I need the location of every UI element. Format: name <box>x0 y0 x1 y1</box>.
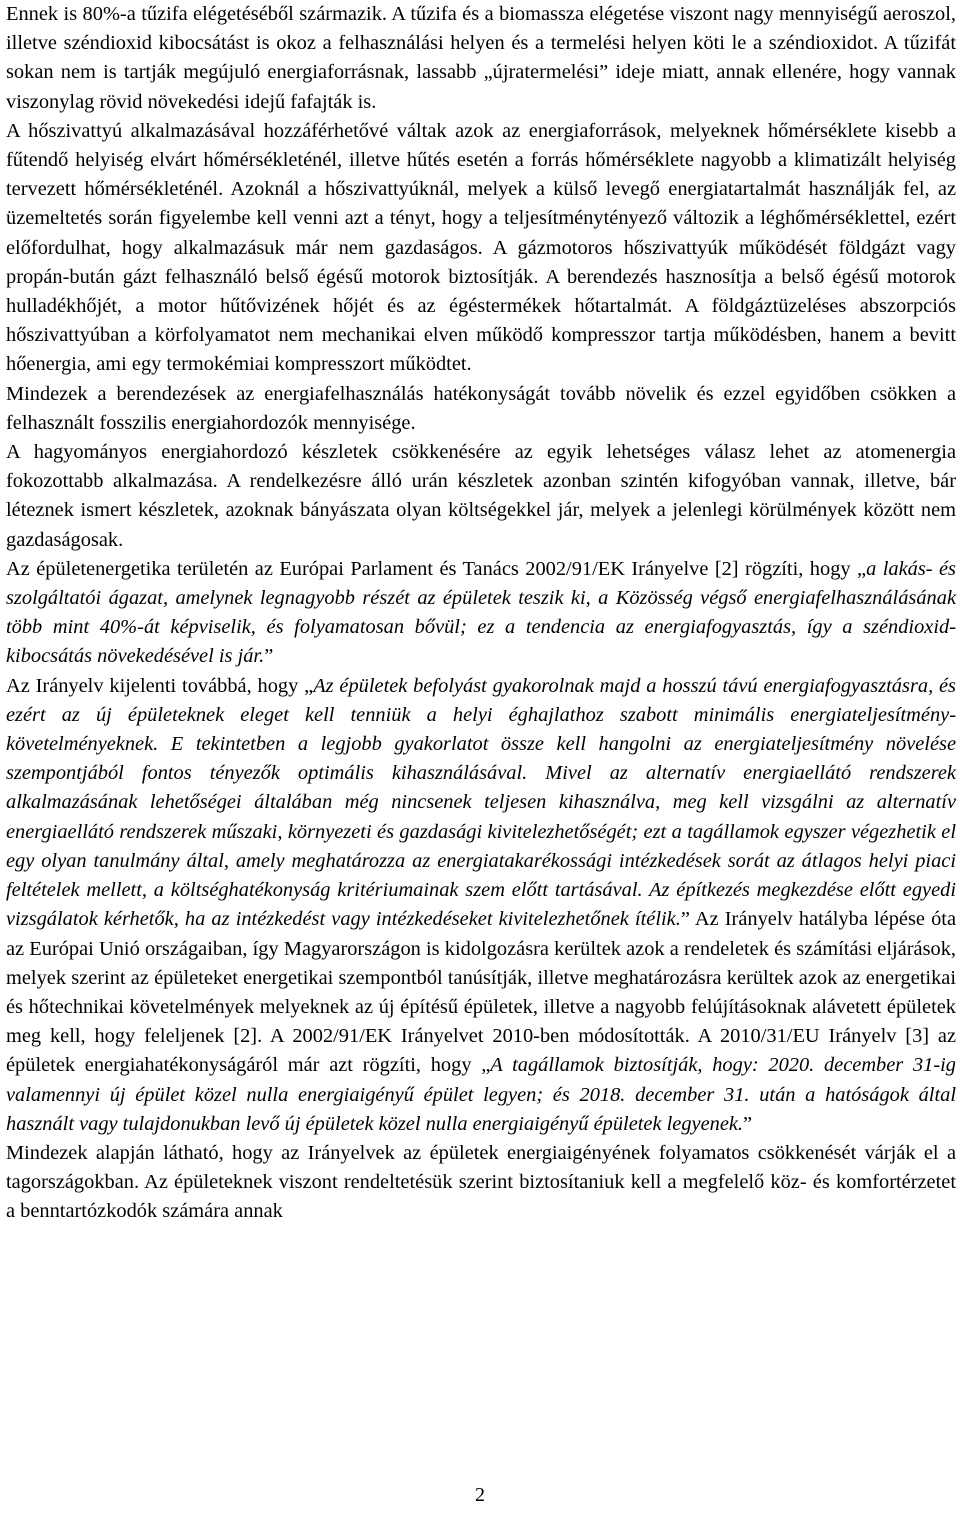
paragraph-heat-pumps <box>6 117 956 380</box>
paragraph-text: Mindezek a berendezések az energiafelhasználás hatékonyságát tovább növelik és ezzel egyidőben csökken a felhasznált fosszilis energiahordozók mennyisége. <box>6 382 956 434</box>
paragraph-conclusion <box>6 1139 956 1227</box>
paragraph-text: A hőszivattyú alkalmazásával hozzáférhetővé váltak azok az energiaforrások, melyeknek hőmérséklete kisebb a fűtendő helyiség elvárt hőmérsékleténél, illetve hűtés esetén a forrás hőmérséklete nagyobb a klimatizált helyiség tervezett hőmérsékleténél. Azoknál a hőszivattyúknál, melyek a külső levegő energiatartalmát használják fel, az üzemeltetés során figyelembe kell venni azt a tényt, hogy a teljesítménytényező változik a léghőmérséklettel, ezért előfordulhat, hogy alkalmazásuk már nem gazdaságos. A gázmotoros hőszivattyúk működését földgázt vagy propán-bután gázt felhasználó belső égésű motorok biztosítják. A berendezés hasznosítja a belső égésű motorok hulladékhőjét, a motor hűtővizének hőjét és az égéstermékek hőtartalmát. A földgáztüzeléses abszorpciós hőszivattyúban a körfolyamatot nem mechanikai elven működő kompresszor tartja működésben, hanem a bevitt hőenergia, ami egy termokémiai kompresszort működtet. <box>6 119 956 376</box>
directive-quote: a lakás- és szolgáltatói ágazat, amelynek legnagyobb részét az épületek teszik ki, a Közösség végső energiafelhasználásának több mint 40%-át képviselik, és folyamatosan bővül; ez a tendencia az energiafogyasztás, így a széndioxid-kibocsátás növekedésével is jár. <box>6 557 956 668</box>
paragraph-text: Az épületenergetika területén az Európai Parlament és Tanács 2002/91/EK Irányelve [2] rögzíti, hogy „ <box>6 557 867 580</box>
paragraph-nuclear <box>6 438 956 555</box>
paragraph-directive-statement <box>6 672 956 1139</box>
directive-quote: Az épületek befolyást gyakorolnak majd a hosszú távú energiafogyasztásra, és ezért az új épületeknek eleget kell tenniük a helyi éghajlathoz szabott minimális energiateljesítmény-követelményeknek. E tekintetben a legjobb gyakorlatot össze kell hangolni az energiateljesítmény növelése szempontjából fontos tényezők optimális kihasználásával. Mivel az alternatív energiaellátó rendszerek alkalmazásának lehetőségei általában még nincsenek teljesen kihasználva, meg kell vizsgálni az alternatív energiaellátó rendszerek műszaki, környezeti és gazdasági kivitelezhetőségét; ezt a tagállamok egyszer végezhetik el egy olyan tanulmány által, amely meghatározza az energiatakarékossági intézkedések sorát az átlagos helyi piaci feltételek mellett, a költséghatékonyság kritériumainak szem előtt tartásával. Az építkezés megkezdése előtt egyedi vizsgálatok kérhetők, ha az intézkedést vagy intézkedéseket kivitelezhetőnek ítélik. <box>6 674 956 931</box>
closing-quote: ” <box>743 1112 753 1135</box>
paragraph-text: Mindezek alapján látható, hogy az Irányelvek az épületek energiaigényének folyamatos csökkenését várják el a tagországokban. Az épületeknek viszont rendeltetésük szerint biztosítaniuk kell a megfelelő köz- és komfortérzetet a benntartózkodók számára annak <box>6 1141 956 1223</box>
paragraph-text: Ennek is 80%-a tűzifa elégetéséből származik. A tűzifa és a biomassza elégetése viszont nagy mennyiségű aeroszol, illetve széndioxid kibocsátást is okoz a felhasználási helyen és a termelési helyen köti le a széndioxidot. A tűzifát sokan nem is tartják megújuló energiaforrásnak, lassabb „újratermelési” ideje miatt, annak ellenére, hogy vannak viszonylag rövid növekedési idejű fafajták is. <box>6 3 956 113</box>
paragraph-text: ” Az Irányelv hatályba lépése óta az Európai Unió országaiban, így Magyarországon is kidolgozásra kerültek azok a rendeletek és számítási eljárások, melyek szerint az épületeket energetikai szempontból tanúsítják, illetve meghatározásra kerültek azok az energetikai és hőtechnikai követelmények melyeknek az új építésű épületek, illetve a nagyobb felújításoknak alávetett épületek meg kell, hogy feleljenek [2]. A 2002/91/EK Irányelvet 2010-ben módosították. A 2010/31/EU Irányelv [3] az épületek energiahatékonyságáról már azt rögzíti, hogy „ <box>6 908 956 1077</box>
paragraph-directive-2002 <box>6 555 956 672</box>
page-number: 2 <box>475 1484 485 1506</box>
paragraph-firewood <box>6 0 956 117</box>
closing-quote: ” <box>264 645 274 668</box>
paragraph-text: A hagyományos energiahordozó készletek csökkenésére az egyik lehetséges válasz lehet az atomenergia fokozottabb alkalmazása. A rendelkezésre álló urán készletek azonban szintén kifogyóban vannak, illetve, bár léteznek ismert készletek, azoknak bányászata olyan költségekkel jár, melyek a jelenlegi körülmények között nem gazdaságosak. <box>6 441 956 551</box>
paragraph-efficiency <box>6 380 956 438</box>
directive-quote: A tagállamok biztosítják, hogy: 2020. december 31-ig valamennyi új épület közel nulla energiaigényű épület legyen; és 2018. december 31. után a hatóságok által használt vagy tulajdonukban levő új épületek közel nulla energiaigényű épületek legyenek. <box>6 1054 957 1135</box>
document-body <box>6 0 956 1227</box>
paragraph-text: Az Irányelv kijelenti továbbá, hogy „ <box>6 674 314 697</box>
